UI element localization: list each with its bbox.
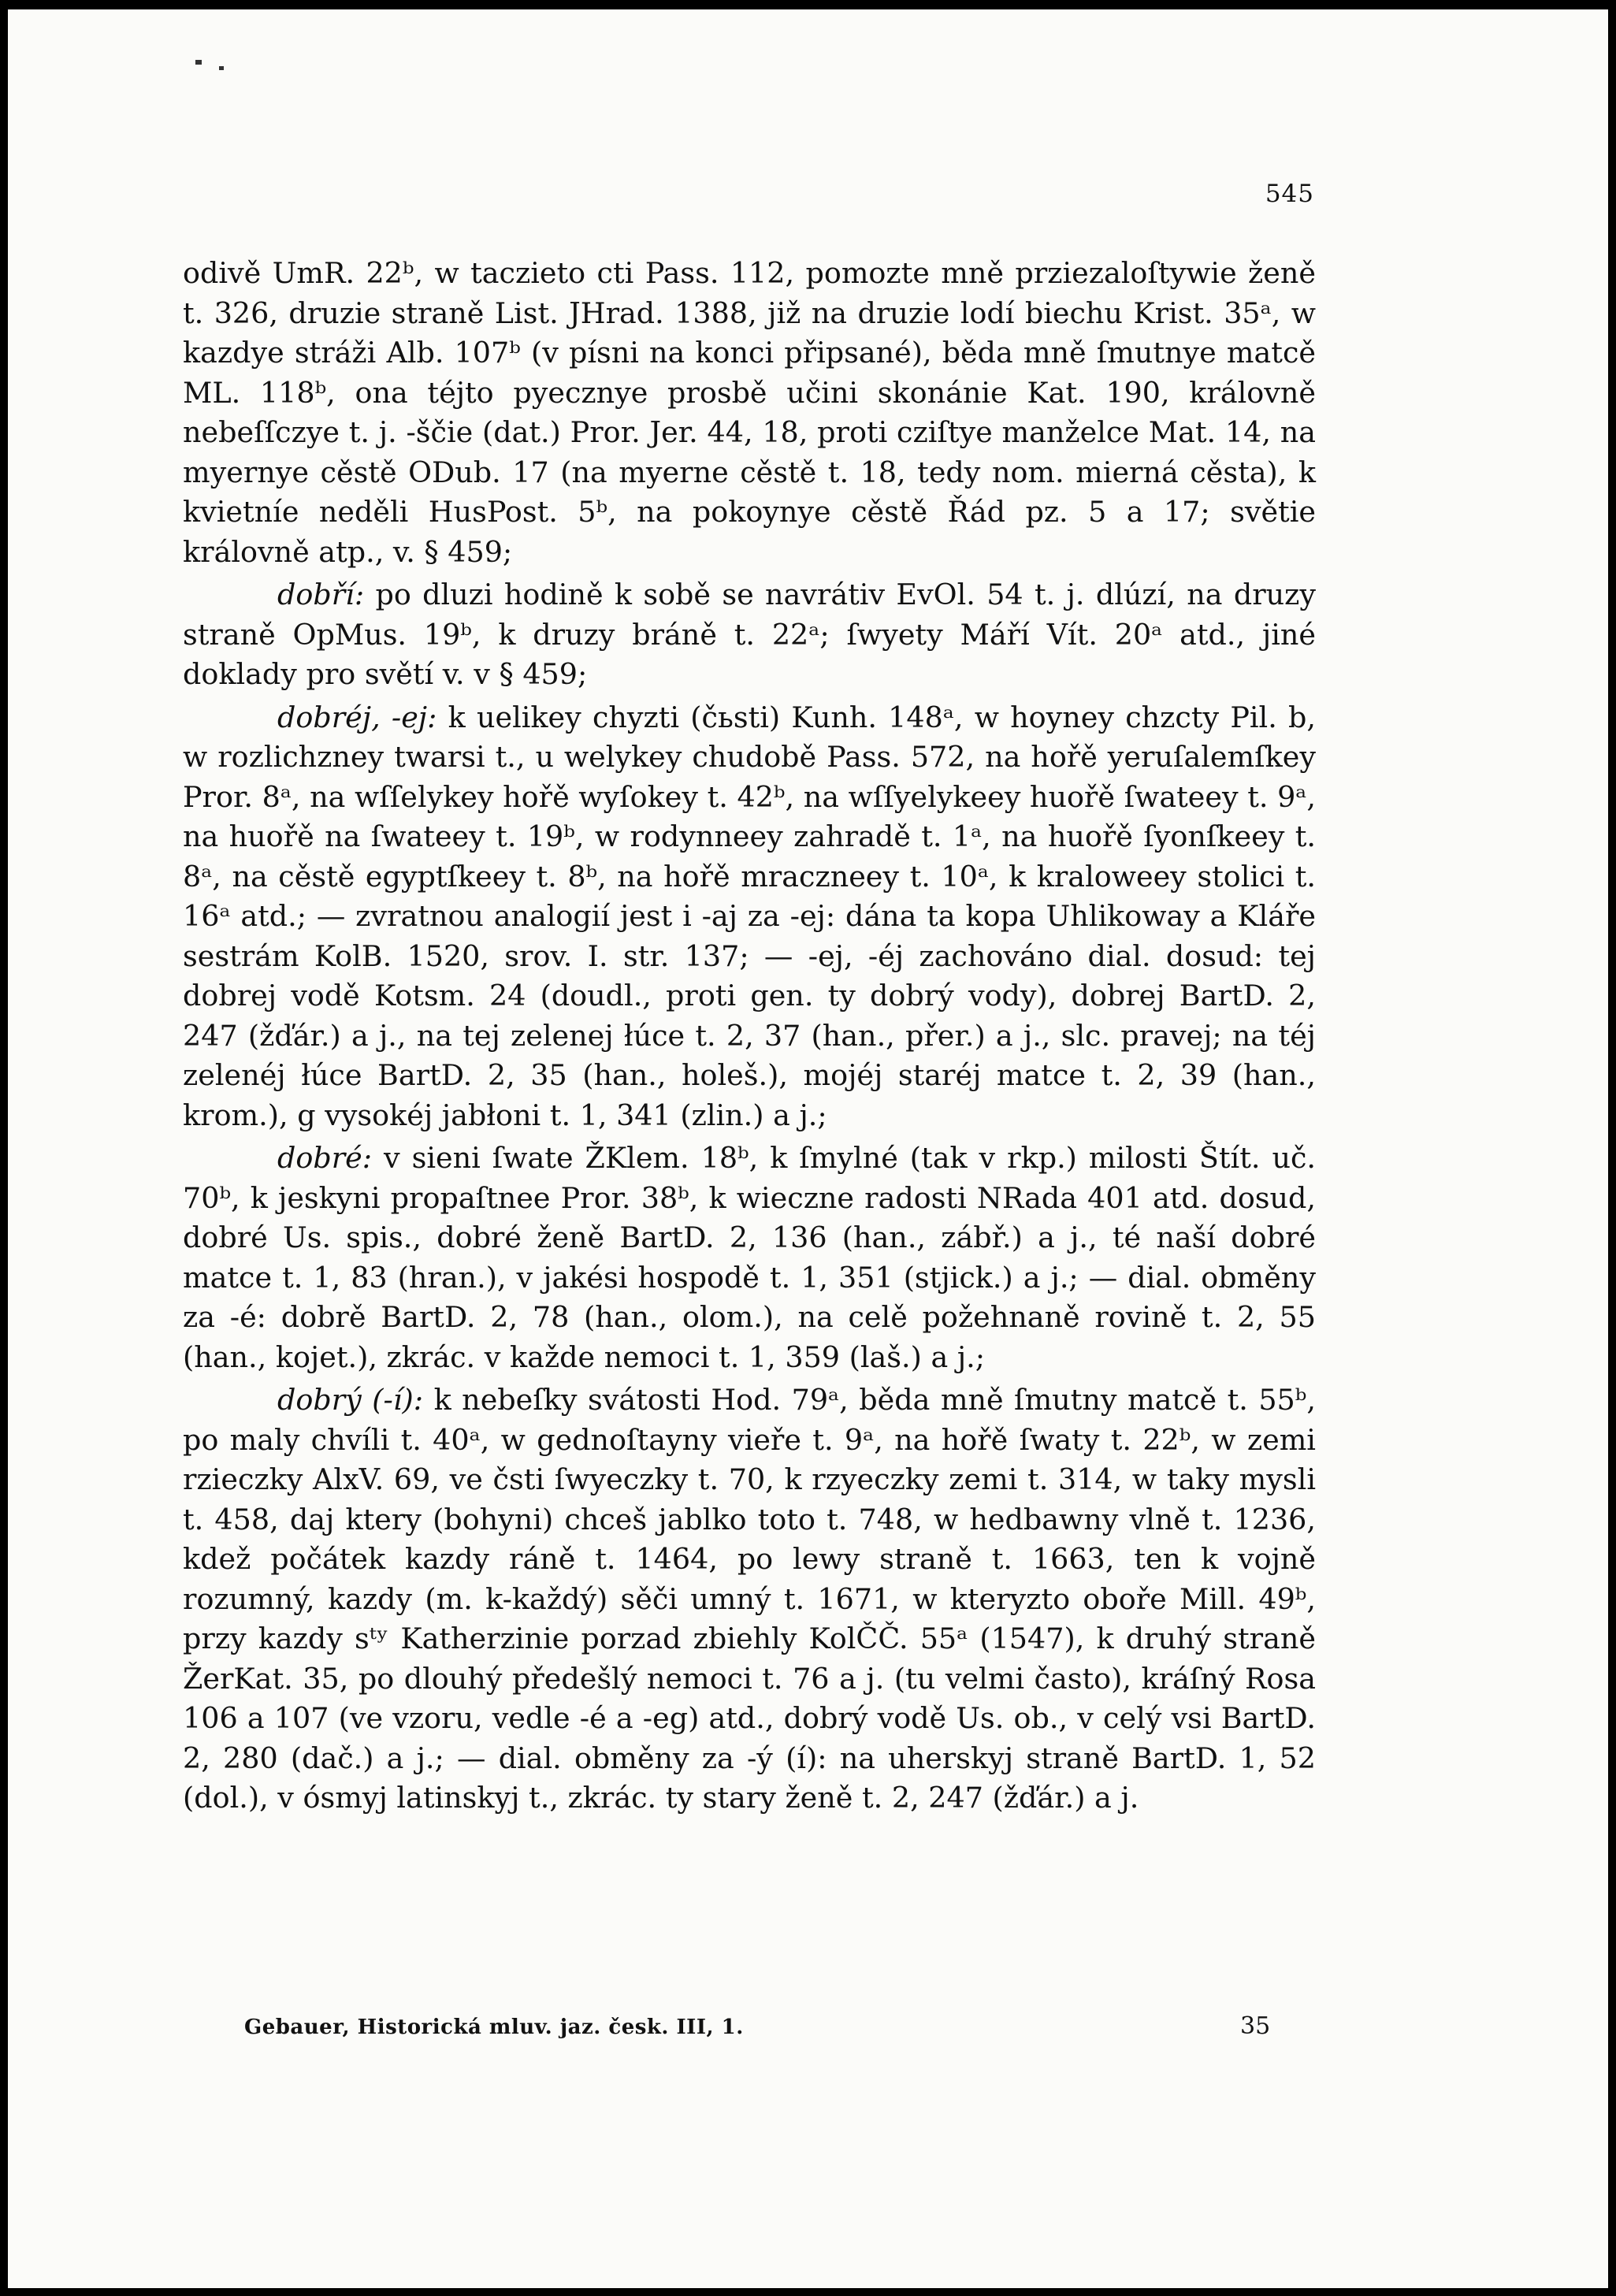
paragraph-text: v sieni ſwate ŽKlem. 18ᵇ, k ſmylné (tak v rkp.) milosti Štít. uč. 70ᵇ, k jeskyni propaſtnee Pror. 38ᵇ, k wieczne radosti NRada 401 atd. dosud, dobré Us. spis., dobré ženě BartD. 2, 136 (han., zábř.) a j., té naší dobré matce t. 1, 83 (hran.), v jakési hospodě t. 1, 351 (stjick.) a j.; — dial. obměny za -é: dobrě BartD. 2, 78 (han., olom.), na celě požehnaně rovině t. 2, 55 (han., kojet.), zkrác. v každe nemoci t. 1, 359 (laš.) a j.; <box>183 1141 1316 1374</box>
paragraph-entry <box>183 1380 1316 1819</box>
page-number: 545 <box>1265 180 1314 208</box>
scan-speck <box>195 60 202 65</box>
paragraph-text: po dluzi hodině k sobě se navrátiv EvOl. 54 t. j. dlúzí, na druzy straně OpMus. 19ᵇ, k druzy bráně t. 22ᵃ; ſwyety Máří Vít. 20ᵃ atd., jiné doklady pro světí v. v § 459; <box>183 578 1316 691</box>
page <box>8 9 1608 2288</box>
paragraph-text: k nebeſky svátosti Hod. 79ᵃ, běda mně ſmutny matcě t. 55ᵇ, po maly chvíli t. 40ᵃ, w gednoſtayny vieře t. 9ᵃ, na hořě ſwaty t. 22ᵇ, w zemi rzieczky AlxV. 69, ve čsti ſwyeczky t. 70, k rzyeczky zemi t. 314, w taky mysli t. 458, daj ktery (bohyni) chceš jablko toto t. 748, w hedbawny vlně t. 1236, kdež počátek kazdy ráně t. 1464, po lewy straně t. 1663, ten k vojně rozumný, kazdy (m. k-každý) sěči umný t. 1671, w kteryzto oboře Mill. 49ᵇ, przy kazdy sᵗʸ Katherzinie porzad zbiehly KolČČ. 55ᵃ (1547), k druhý straně ŽerKat. 35, po dlouhý předešlý nemoci t. 76 a j. (tu velmi často), kráſný Rosa 106 a 107 (ve vzoru, vedle -é a -eg) atd., dobrý vodě Us. ob., v celý vsi BartD. 2, 280 (dač.) a j.; — dial. obměny za -ý (í): na uherskyj straně BartD. 1, 52 (dol.), v ósmyj latinskyj t., zkrác. ty stary ženě t. 2, 247 (žďár.) a j. <box>183 1383 1316 1815</box>
footer-source: Gebauer, Historická mluv. jaz. česk. III, 1. <box>244 2016 744 2039</box>
paragraph-entry <box>183 575 1316 695</box>
footer-signature: 35 <box>1240 2012 1271 2040</box>
headword: dobréj, -ej: <box>277 700 437 734</box>
scan-speck <box>219 66 224 70</box>
headword: dobré: <box>277 1141 373 1175</box>
paragraph-text: odivě UmR. 22ᵇ, w taczieto cti Pass. 112, pomozte mně prziezaloſtywie ženě t. 326, druzie straně List. JHrad. 1388, již na druzie lodí biechu Krist. 35ᵃ, w kazdye stráži Alb. 107ᵇ (v písni na konci připsané), běda mně ſmutnye matcě ML. 118ᵇ, ona téjto pyecznye prosbě učini skonánie Kat. 190, královně nebeſſczye t. j. -ščie (dat.) Pror. Jer. 44, 18, proti cziſtye manželce Mat. 14, na myernye cěstě ODub. 17 (na myerne cěstě t. 18, tedy nom. mierná cěsta), k kvietníe neděli HusPost. 5ᵇ, na pokoynye cěstě Řád pz. 5 a 17; světie královně atp., v. § 459; <box>183 256 1316 569</box>
paragraph-text: k uelikey chyzti (čьsti) Kunh. 148ᵃ, w hoyney chzcty Pil. b, w rozlichzney twarsi t., u welykey chudobě Pass. 572, na hořě yeruſalemſkey Pror. 8ᵃ, na wſſelykey hořě wyſokey t. 42ᵇ, na wſſyelykeey huořě ſwateey t. 9ᵃ, na huořě na ſwateey t. 19ᵇ, w rodynneey zahradě t. 1ᵃ, na huořě ſyonſkeey t. 8ᵃ, na cěstě egyptſkeey t. 8ᵇ, na hořě mraczneey t. 10ᵃ, k kraloweey stolici t. 16ᵃ atd.; — zvratnou analogií jest i -aj za -ej: dána ta kopa Uhlikoway a Kláře sestrám KolB. 1520, srov. I. str. 137; — -ej, -éj zachováno dial. dosud: tej dobrej vodě Kotsm. 24 (doudl., proti gen. ty dobrý vody), dobrej BartD. 2, 247 (žďár.) a j., na tej zelenej łúce t. 2, 37 (han., přer.) a j., slc. pravej; na téj zelenéj łúce BartD. 2, 35 (han., holeš.), mojéj staréj matce t. 2, 39 (han., krom.), g vysokéj jabłoni t. 1, 341 (zlin.) a j.; <box>183 700 1316 1132</box>
headword: dobrý (-í): <box>277 1383 424 1417</box>
paragraph-entry <box>183 698 1316 1136</box>
headword: dobří: <box>277 578 365 611</box>
paragraph-entry <box>183 1139 1316 1377</box>
paragraph-continuation <box>183 254 1316 572</box>
dictionary-body <box>183 254 1316 1822</box>
